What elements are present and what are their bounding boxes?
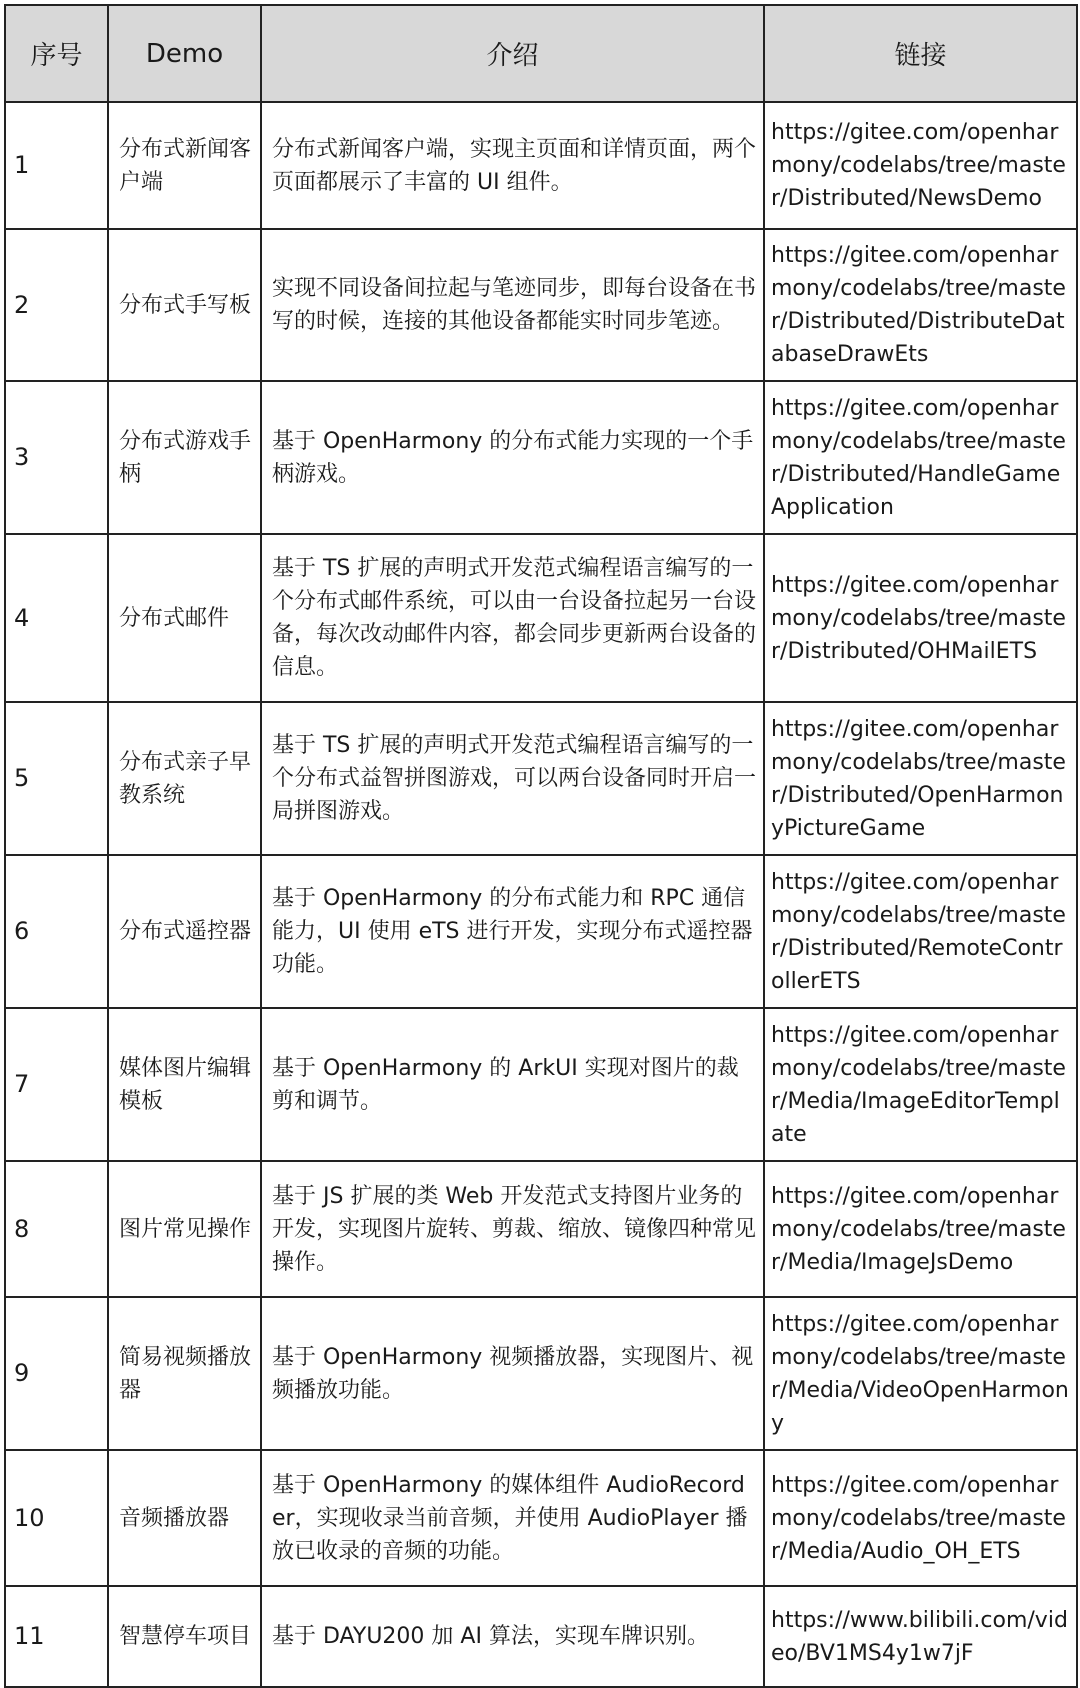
row-link[interactable]: https://gitee.com/openharmony/codelabs/tree/master/Distributed/RemoteControllerETS	[764, 855, 1077, 1008]
row-link[interactable]: https://gitee.com/openharmony/codelabs/tree/master/Media/VideoOpenHarmony	[764, 1297, 1077, 1450]
row-index: 1	[5, 102, 108, 229]
row-link[interactable]: https://gitee.com/openharmony/codelabs/tree/master/Media/ImageJsDemo	[764, 1161, 1077, 1297]
row-intro: 基于 OpenHarmony 的分布式能力实现的一个手柄游戏。	[261, 381, 764, 534]
row-intro: 分布式新闻客户端，实现主页面和详情页面，两个页面都展示了丰富的 UI 组件。	[261, 102, 764, 229]
row-intro: 基于 TS 扩展的声明式开发范式编程语言编写的一个分布式益智拼图游戏，可以两台设备同时开启一局拼图游戏。	[261, 702, 764, 855]
row-index: 5	[5, 702, 108, 855]
row-demo-name: 媒体图片编辑模板	[108, 1008, 261, 1161]
row-link[interactable]: https://gitee.com/openharmony/codelabs/tree/master/Media/ImageEditorTemplate	[764, 1008, 1077, 1161]
table-row	[5, 855, 1077, 1008]
row-link[interactable]: https://gitee.com/openharmony/codelabs/tree/master/Distributed/HandleGameApplication	[764, 381, 1077, 534]
table-row	[5, 102, 1077, 229]
row-index: 7	[5, 1008, 108, 1161]
row-index: 10	[5, 1450, 108, 1586]
header-link: 链接	[764, 5, 1077, 102]
row-index: 2	[5, 229, 108, 381]
row-link[interactable]: https://gitee.com/openharmony/codelabs/tree/master/Distributed/NewsDemo	[764, 102, 1077, 229]
row-index: 11	[5, 1586, 108, 1687]
table-row	[5, 1450, 1077, 1586]
row-demo-name: 分布式遥控器	[108, 855, 261, 1008]
row-link[interactable]: https://gitee.com/openharmony/codelabs/tree/master/Media/Audio_OH_ETS	[764, 1450, 1077, 1586]
row-intro: 基于 OpenHarmony 的分布式能力和 RPC 通信能力，UI 使用 eTS 进行开发，实现分布式遥控器功能。	[261, 855, 764, 1008]
row-index: 3	[5, 381, 108, 534]
row-demo-name: 分布式新闻客户端	[108, 102, 261, 229]
row-intro: 基于 OpenHarmony 视频播放器，实现图片、视频播放功能。	[261, 1297, 764, 1450]
demo-table	[4, 4, 1078, 1688]
row-index: 9	[5, 1297, 108, 1450]
row-demo-name: 图片常见操作	[108, 1161, 261, 1297]
row-link[interactable]: https://gitee.com/openharmony/codelabs/tree/master/Distributed/OpenHarmonyPictureGame	[764, 702, 1077, 855]
header-index: 序号	[5, 5, 108, 102]
table-row	[5, 381, 1077, 534]
row-demo-name: 分布式游戏手柄	[108, 381, 261, 534]
table-body	[5, 102, 1077, 1687]
row-link[interactable]: https://gitee.com/openharmony/codelabs/tree/master/Distributed/OHMailETS	[764, 534, 1077, 702]
table-row	[5, 1297, 1077, 1450]
table-row	[5, 534, 1077, 702]
row-intro: 基于 JS 扩展的类 Web 开发范式支持图片业务的开发，实现图片旋转、剪裁、缩放、镜像四种常见操作。	[261, 1161, 764, 1297]
row-demo-name: 简易视频播放器	[108, 1297, 261, 1450]
row-intro: 基于 DAYU200 加 AI 算法，实现车牌识别。	[261, 1586, 764, 1687]
row-intro: 基于 OpenHarmony 的 ArkUI 实现对图片的裁剪和调节。	[261, 1008, 764, 1161]
row-demo-name: 智慧停车项目	[108, 1586, 261, 1687]
table-row	[5, 1586, 1077, 1687]
header-demo: Demo	[108, 5, 261, 102]
row-demo-name: 分布式亲子早教系统	[108, 702, 261, 855]
header-intro: 介绍	[261, 5, 764, 102]
table-row	[5, 702, 1077, 855]
row-demo-name: 音频播放器	[108, 1450, 261, 1586]
row-intro: 基于 OpenHarmony 的媒体组件 AudioRecorder，实现收录当前音频，并使用 AudioPlayer 播放已收录的音频的功能。	[261, 1450, 764, 1586]
row-index: 8	[5, 1161, 108, 1297]
table-header	[5, 5, 1077, 102]
header-row	[5, 5, 1077, 102]
row-link[interactable]: https://gitee.com/openharmony/codelabs/tree/master/Distributed/DistributeDatabaseDrawEts	[764, 229, 1077, 381]
table-row	[5, 1008, 1077, 1161]
row-index: 4	[5, 534, 108, 702]
row-demo-name: 分布式手写板	[108, 229, 261, 381]
table-row	[5, 1161, 1077, 1297]
table-row	[5, 229, 1077, 381]
row-link[interactable]: https://www.bilibili.com/video/BV1MS4y1w7jF	[764, 1586, 1077, 1687]
row-intro: 基于 TS 扩展的声明式开发范式编程语言编写的一个分布式邮件系统，可以由一台设备拉起另一台设备，每次改动邮件内容，都会同步更新两台设备的信息。	[261, 534, 764, 702]
row-demo-name: 分布式邮件	[108, 534, 261, 702]
row-intro: 实现不同设备间拉起与笔迹同步，即每台设备在书写的时候，连接的其他设备都能实时同步笔迹。	[261, 229, 764, 381]
row-index: 6	[5, 855, 108, 1008]
